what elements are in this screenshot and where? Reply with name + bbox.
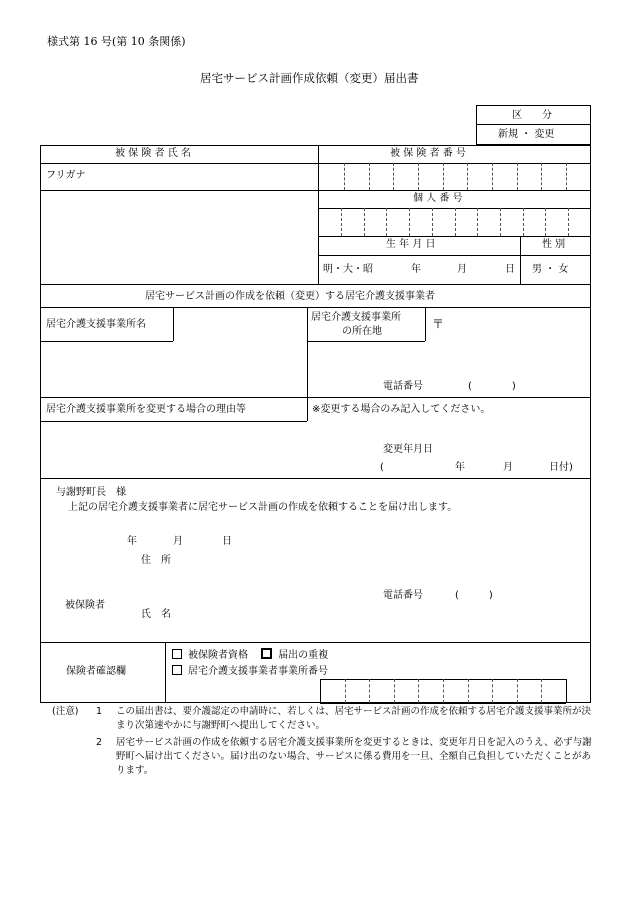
form-number: 様式第 16 号(第 10 条関係) [47, 35, 186, 48]
office-number-label: 居宅介護支援事業者事業所番号 [188, 666, 328, 677]
birthdate-era[interactable]: 明・大・昭 [323, 264, 373, 275]
declaration-statement: 上記の居宅介護支援事業者に居宅サービス計画の作成を依頼することを届け出します。 [68, 502, 458, 513]
declaration-year: 年 [127, 536, 137, 547]
change-date-year: 年 [455, 462, 465, 473]
duplicate-checkbox[interactable] [261, 648, 272, 659]
office-number-field[interactable] [321, 680, 565, 702]
addressee: 与謝野町長 様 [56, 487, 126, 498]
declaration-month: 月 [173, 536, 183, 547]
insured-number-field[interactable] [320, 165, 590, 188]
office-address-field[interactable] [428, 309, 588, 379]
personal-number-header: 個 人 番 号 [413, 193, 463, 204]
birthdate-year: 年 [411, 264, 421, 275]
birthdate-header: 生 年 月 日 [386, 239, 436, 250]
furigana-field[interactable] [110, 165, 315, 188]
change-date-day: 日付) [549, 462, 573, 473]
personal-number-field[interactable] [320, 210, 590, 234]
sex-options[interactable]: 男 ・ 女 [532, 264, 569, 275]
change-note: ※変更する場合のみ記入してください。 [312, 404, 491, 415]
insurance-status-checkbox[interactable] [172, 649, 182, 659]
check-row-2 [172, 665, 328, 677]
change-reason-label: 居宅介護支援事業所を変更する場合の理由等 [46, 404, 246, 415]
insurance-status-label: 被保険者資格 [188, 650, 248, 661]
address-label: 住 所 [141, 555, 171, 566]
note-2-text: 居宅サービス計画の作成を依頼する居宅介護支援事業所を変更するときは、変更年月日を記入のうえ、必ず与謝野町へ届け出てください。届け出のない場合、サービスに係る費用を一旦、全額自己負担していただくことがあります。 [116, 737, 592, 776]
sex-header: 性 別 [542, 239, 566, 250]
form-title: 居宅サービス計画作成依頼（変更）届出書 [200, 71, 419, 85]
note-2-number: 2 [96, 737, 103, 748]
address-field[interactable] [185, 550, 575, 570]
note-1-number: 1 [96, 706, 103, 717]
note-1-text: この届出書は、要介護認定の申請時に、若しくは、居宅サービス計画の作成を依頼する居宅介護支援事業所が決まり次第速やかに与謝野町へ提出してください。 [116, 706, 592, 731]
check-row-1 [172, 648, 328, 661]
change-date-month: 月 [503, 462, 513, 473]
insured-name-header: 被 保 険 者 氏 名 [115, 148, 191, 159]
office-name-field[interactable] [42, 343, 304, 395]
office-address-label-1: 居宅介護支援事業所 [311, 312, 401, 323]
office-address-label-2: の所在地 [342, 326, 382, 337]
birthdate-day: 日 [505, 264, 515, 275]
name-field[interactable] [185, 604, 385, 624]
postal-mark: 〒 [432, 317, 445, 331]
insured-name-field[interactable] [42, 192, 316, 282]
change-date-label: 変更年月日 [383, 444, 433, 455]
duplicate-label: 届出の重複 [278, 650, 329, 661]
insurer-check-label: 保険者確認欄 [66, 666, 126, 677]
birthdate-month: 月 [457, 264, 467, 275]
notes-prefix: (注意) [52, 706, 79, 717]
office-phone-paren[interactable]: ( ) [468, 381, 516, 392]
insured-label: 被保険者 [65, 600, 105, 611]
declarant-phone-label: 電話番号 [383, 590, 423, 601]
insured-number-header: 被 保 険 者 番 号 [390, 148, 466, 159]
declarant-phone-paren[interactable]: ( ) [455, 590, 493, 601]
office-name-label: 居宅介護支援事業所名 [46, 319, 146, 330]
office-number-checkbox[interactable] [172, 665, 182, 675]
declaration-day: 日 [222, 536, 232, 547]
provider-section-header: 居宅サービス計画の作成を依頼（変更）する居宅介護支援事業者 [145, 291, 435, 302]
category-options[interactable]: 新規 ・ 変更 [498, 129, 555, 140]
category-header: 区 分 [512, 110, 552, 121]
name-label: 氏 名 [141, 609, 171, 620]
furigana-label: フリガナ [46, 170, 86, 181]
change-reason-field[interactable] [42, 423, 342, 476]
change-date-open: ( [380, 462, 384, 473]
office-phone-label: 電話番号 [383, 381, 423, 392]
